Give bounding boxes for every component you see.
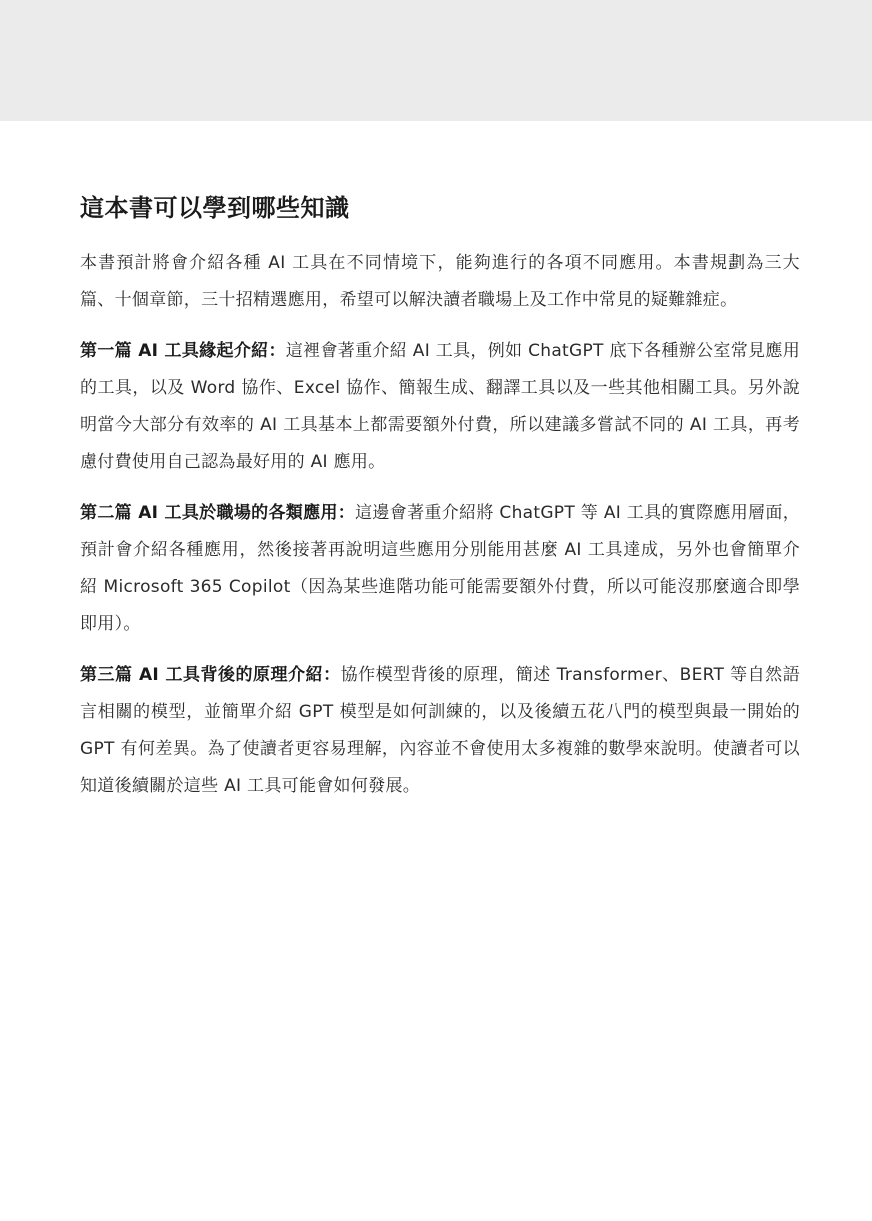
page-header-band	[0, 0, 872, 121]
part-one-text: 這裡會著重介紹 AI 工具，例如 ChatGPT 底下各種辦公室常見應用的工具，以及 Word 協作、Excel 協作、簡報生成、翻譯工具以及一些其他相關工具。另外說明當今大部分有效率的 AI 工具基本上都需要額外付費，所以建議多嘗試不同的 AI 工具，再考慮付費使用自己認為最好用的 AI 應用。	[80, 341, 800, 472]
part-two-heading: 第二篇 AI 工具於職場的各類應用：	[80, 503, 356, 523]
part-three-heading: 第三篇 AI 工具背後的原理介紹：	[80, 665, 341, 685]
part-two-text: 這邊會著重介紹將 ChatGPT 等 AI 工具的實際應用層面，預計會介紹各種應用，然後接著再說明這些應用分別能用甚麼 AI 工具達成，另外也會簡單介紹 Microsoft 365 Copilot（因為某些進階功能可能需要額外付費，所以可能沒那麼適合即學即用）。	[80, 503, 800, 634]
part-three-paragraph	[80, 657, 800, 805]
intro-paragraph: 本書預計將會介紹各種 AI 工具在不同情境下，能夠進行的各項不同應用。本書規劃為三大篇、十個章節，三十招精選應用，希望可以解決讀者職場上及工作中常見的疑難雜症。	[80, 253, 800, 310]
part-one-paragraph	[80, 333, 800, 481]
part-two-paragraph	[80, 495, 800, 643]
part-one-heading: 第一篇 AI 工具緣起介紹：	[80, 341, 286, 361]
page-title: 這本書可以學到哪些知識	[80, 194, 350, 222]
part-three-text: 協作模型背後的原理，簡述 Transformer、BERT 等自然語言相關的模型，並簡單介紹 GPT 模型是如何訓練的，以及後續五花八門的模型與最一開始的 GPT 有何差異。為了使讀者更容易理解，內容並不會使用太多複雜的數學來說明。使讀者可以知道後續關於這些 AI 工具可能會如何發展。	[80, 665, 800, 796]
section-content	[80, 188, 800, 819]
